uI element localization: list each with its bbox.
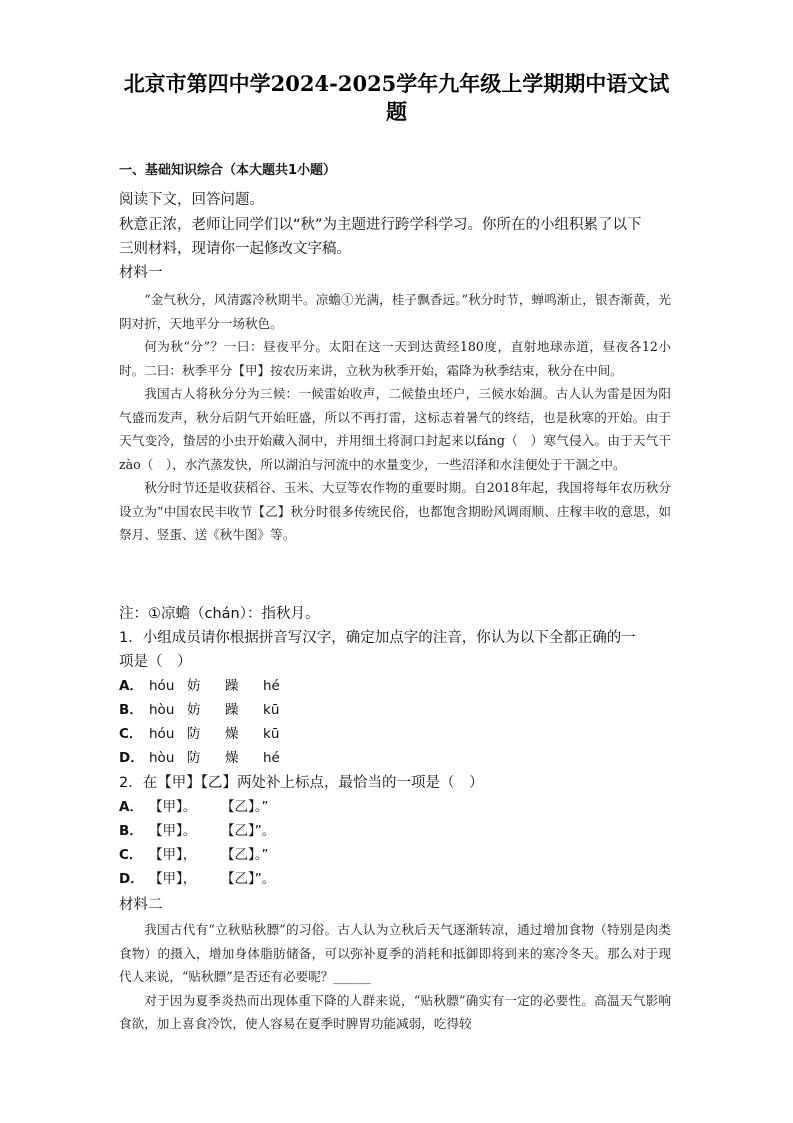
option-value: hòu (149, 750, 175, 766)
question-2-option-d[interactable] (119, 870, 275, 888)
option-value: 妨 (187, 678, 201, 694)
option-label: A． (119, 799, 143, 815)
option-value: kū (263, 702, 280, 718)
option-value: kū (263, 726, 280, 742)
option-value: 燥 (225, 750, 239, 766)
question-1-stem: 项是（ ） (119, 654, 192, 670)
option-value: 燥 (225, 726, 239, 742)
option-value: 【乙】。” (221, 799, 269, 815)
option-value: 妨 (187, 702, 201, 718)
section-heading: 一、基础知识综合（本大题共1小题） (119, 163, 337, 178)
question-1-option-c[interactable] (119, 725, 301, 743)
question-2-option-b[interactable] (119, 822, 275, 840)
option-value: 【甲】， (149, 871, 197, 887)
option-label: C． (119, 847, 143, 863)
title-line-1: 北京市第四中学2024-2025学年九年级上学期期中语文试 (123, 71, 670, 96)
paragraph: 对于因为夏季炎热而出现体重下降的人群来说，“贴秋膘”确实有一定的必要性。高温天气影响食欲，加上喜食冷饮，使人容易在夏季时脾胃功能减弱，吃得较 (119, 992, 671, 1031)
intro-line: 阅读下文，回答问题。 (119, 192, 264, 208)
question-2-option-a[interactable] (119, 798, 269, 816)
question-2-stem: 2．在【甲】【乙】两处补上标点，最恰当的一项是（ ） (119, 775, 484, 791)
material-1-label: 材料一 (119, 265, 163, 281)
option-label: B． (119, 702, 143, 718)
paragraph: 何为秋“分”？一曰：昼夜平分。太阳在这一天到达黄经180度，直射地球赤道，昼夜各12小时。二曰：秋季平分【甲】按农历来讲，立秋为秋季开始，霜降为秋季结束，秋分在中间。 (119, 339, 671, 378)
option-value: 【乙】。” (221, 847, 269, 863)
option-value: 【乙】”。 (221, 871, 276, 887)
material-1-text (119, 288, 671, 547)
option-value: hé (263, 678, 280, 694)
paragraph: “金气秋分，风清露冷秋期半。凉蟾①光满，桂子飘香远。”秋分时节，蝉鸣渐止，银杏渐黄，光阴对折，天地平分一场秋色。 (119, 292, 671, 331)
option-value: 【乙】”。 (221, 823, 276, 839)
paragraph: 我国古代有“立秋贴秋膘”的习俗。古人认为立秋后天气逐渐转凉，通过增加食物（特别是肉类食物）的摄入，增加身体脂肪储备，可以弥补夏季的消耗和抵御即将到来的寒冷冬天。那么对于现代人来说，“贴秋膘”是否还有必要呢？______ (119, 922, 671, 984)
question-2-option-c[interactable] (119, 846, 269, 864)
option-label: A． (119, 678, 143, 694)
option-value: hóu (149, 726, 175, 742)
material-2-text (119, 918, 671, 1036)
option-value: 躁 (225, 702, 239, 718)
paragraph: 秋分时节还是收获稻谷、玉米、大豆等农作物的重要时期。自2018年起，我国将每年农历秋分设立为“中国农民丰收节【乙】秋分时很多传统民俗，也都饱含期盼风调雨顺、庄稼丰收的意思，如祭月、竖蛋、送《秋牛图》等。 (119, 480, 671, 542)
question-1-option-a[interactable] (119, 677, 301, 695)
option-value: 【甲】。 (149, 799, 197, 815)
paragraph: 我国古人将秋分分为三候：一候雷始收声，二候蛰虫坯户，三候水始涸。古人认为雷是因为阳气盛而发声，秋分后阴气开始旺盛，所以不再打雷，这标志着暑气的终结，也是秋寒的开始。由于天气变冷，蛰居的小虫开始藏入洞中，并用细土将洞口封起来以fáng（ ）寒气侵入。由于天气干zào（ ），水汽蒸发快，所以湖泊与河流中的水量变少，一些沼泽和水洼便处于干涸之中。 (119, 386, 671, 472)
option-value: 【甲】， (149, 847, 197, 863)
option-label: C． (119, 726, 143, 742)
option-value: 防 (187, 726, 201, 742)
option-value: hé (263, 750, 280, 766)
question-1-stem: 1．小组成员请你根据拼音写汉字，确定加点字的注音，你认为以下全都正确的一 (119, 630, 636, 646)
option-value: 防 (187, 750, 201, 766)
intro-line: 秋意正浓，老师让同学们以“秋”为主题进行跨学科学习。你所在的小组积累了以下 (119, 217, 642, 233)
page-title (100, 70, 693, 126)
question-1-option-d[interactable] (119, 749, 301, 767)
footnote: 注：①凉蟾（chán）：指秋月。 (119, 606, 320, 622)
option-label: B． (119, 823, 143, 839)
option-label: D． (119, 871, 144, 887)
option-value: hóu (149, 678, 175, 694)
question-1-option-b[interactable] (119, 701, 301, 719)
option-value: 【甲】。 (149, 823, 197, 839)
option-label: D． (119, 750, 144, 766)
option-value: hòu (149, 702, 175, 718)
title-line-2: 题 (386, 99, 407, 124)
intro-line: 三则材料，现请你一起修改文字稿。 (119, 241, 351, 257)
option-value: 躁 (225, 678, 239, 694)
material-2-label: 材料二 (119, 897, 163, 913)
